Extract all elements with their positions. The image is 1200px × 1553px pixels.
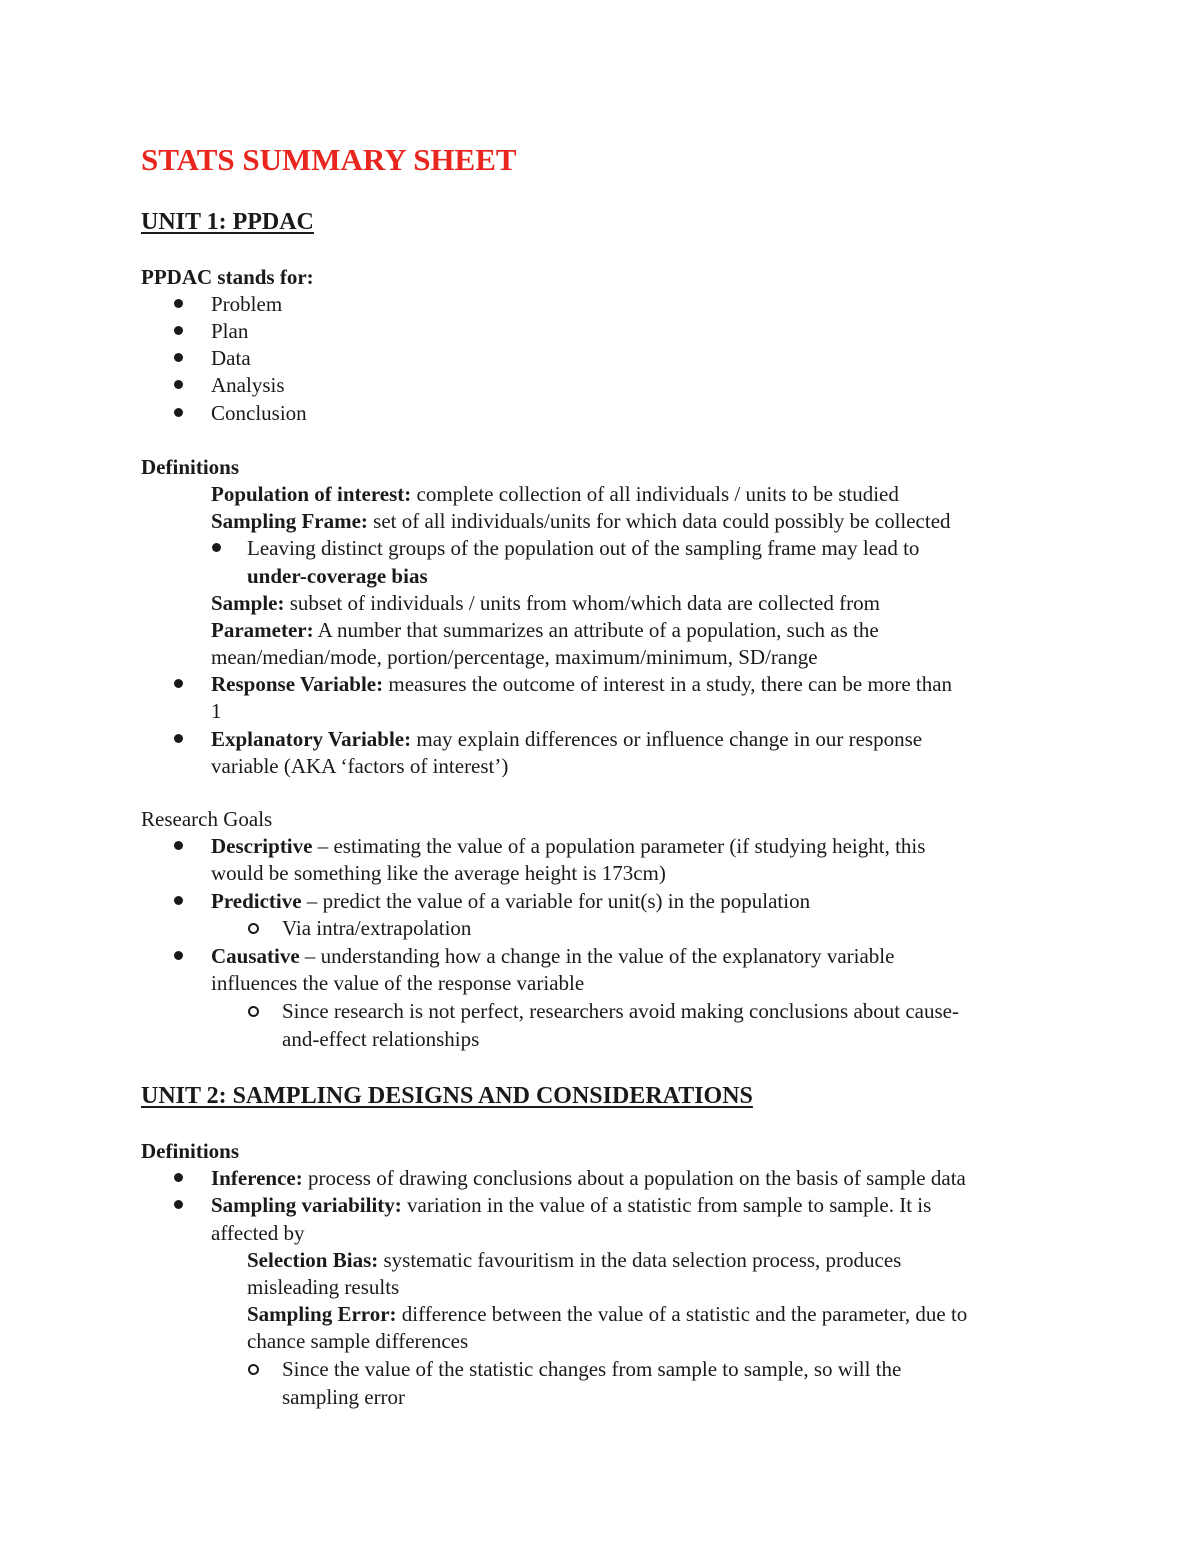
definition-parameter-cont: mean/median/mode, portion/percentage, maximum/minimum, SD/range [211, 645, 818, 669]
ppdac-item-analysis: Analysis [211, 373, 285, 397]
unit2-heading: UNIT 2: SAMPLING DESIGNS AND CONSIDERATIONS [141, 1083, 753, 1109]
goal-descriptive-cont: would be something like the average height is 173cm) [211, 861, 666, 885]
term-text: systematic favouritism in the data selection process, produces [378, 1248, 902, 1272]
ppdac-item-data: Data [211, 346, 251, 370]
goal-causative [211, 943, 894, 970]
ppdac-item-conclusion: Conclusion [211, 401, 307, 425]
definition-parameter [211, 617, 879, 644]
term-text: – estimating the value of a population parameter (if studying height, this [312, 834, 926, 858]
sub-bullet-icon [248, 923, 259, 934]
bullet-icon [212, 543, 221, 552]
term-text: process of drawing conclusions about a population on the basis of sample data [302, 1166, 966, 1190]
document-title: STATS SUMMARY SHEET [141, 142, 517, 177]
sampling-error-sub-1: Since the value of the statistic changes from sample to sample, so will the [282, 1357, 902, 1381]
sampling-error-sub-2: sampling error [282, 1385, 406, 1409]
definition-sampling-variability-cont: affected by [211, 1221, 305, 1245]
term-label: Sampling Error: [247, 1302, 397, 1326]
term-label: Parameter: [211, 618, 314, 642]
definition-sample [211, 590, 880, 617]
definition-sampling-error [247, 1301, 967, 1328]
term-label: Response Variable: [211, 672, 384, 696]
bullet-icon [174, 353, 183, 362]
definition-population [211, 481, 899, 508]
term-label: Sampling variability: [211, 1193, 402, 1217]
term-text: measures the outcome of interest in a study, there can be more than [383, 672, 953, 696]
goal-predictive [211, 888, 810, 915]
definition-sampling-frame [211, 508, 951, 535]
term-label: Predictive [211, 889, 302, 913]
definition-sampling-error-cont: chance sample differences [247, 1329, 469, 1353]
sub-bullet-icon [248, 1364, 259, 1375]
bullet-icon [174, 841, 183, 850]
definition-response-variable [211, 671, 952, 698]
definition-response-cont: 1 [211, 699, 222, 723]
definition-selection-bias [247, 1247, 901, 1274]
bullet-icon [174, 734, 183, 743]
bullet-icon [174, 380, 183, 389]
bullet-icon [174, 896, 183, 905]
frame-note-line-1: Leaving distinct groups of the population out of the sampling frame may lead to [247, 536, 920, 560]
term-label: Selection Bias: [247, 1248, 379, 1272]
goal-causative-sub-1: Since research is not perfect, researchers avoid making conclusions about cause- [282, 999, 959, 1023]
definition-sampling-variability [211, 1192, 931, 1219]
bullet-icon [174, 1173, 183, 1182]
bullet-icon [174, 951, 183, 960]
sub-bullet-icon [248, 1006, 259, 1017]
research-goals-heading: Research Goals [141, 807, 273, 831]
definition-explanatory-variable [211, 726, 922, 753]
term-label: Causative [211, 944, 300, 968]
term-text: variation in the value of a statistic from sample to sample. It is [401, 1193, 932, 1217]
definition-inference [211, 1165, 966, 1192]
goal-predictive-sub: Via intra/extrapolation [282, 916, 472, 940]
term-text: – understanding how a change in the value of the explanatory variable [299, 944, 895, 968]
goal-causative-sub-2: and-effect relationships [282, 1027, 480, 1051]
bullet-icon [174, 1200, 183, 1209]
term-label: Inference: [211, 1166, 303, 1190]
goal-descriptive [211, 833, 925, 860]
frame-note-line-2: under-coverage bias [247, 564, 428, 588]
term-text: A number that summarizes an attribute of a population, such as the [313, 618, 879, 642]
ppdac-item-plan: Plan [211, 319, 249, 343]
ppdac-item-problem: Problem [211, 292, 283, 316]
unit2-definitions-heading: Definitions [141, 1139, 240, 1163]
bullet-icon [174, 408, 183, 417]
term-label: Sample: [211, 591, 285, 615]
term-label: Descriptive [211, 834, 313, 858]
term-text: may explain differences or influence change in our response [411, 727, 923, 751]
unit1-definitions-heading: Definitions [141, 455, 240, 479]
ppdac-stands-for: PPDAC stands for: [141, 265, 314, 289]
bullet-icon [174, 299, 183, 308]
term-text: – predict the value of a variable for unit(s) in the population [301, 889, 811, 913]
definition-selection-bias-cont: misleading results [247, 1275, 400, 1299]
definition-explanatory-cont: variable (AKA ‘factors of interest’) [211, 754, 509, 778]
term-label: Population of interest: [211, 482, 412, 506]
bullet-icon [174, 679, 183, 688]
term-text: complete collection of all individuals / units to be studied [411, 482, 899, 506]
bullet-icon [174, 326, 183, 335]
unit1-heading: UNIT 1: PPDAC [141, 209, 314, 235]
term-label: Sampling Frame: [211, 509, 368, 533]
term-label: Explanatory Variable: [211, 727, 412, 751]
term-text: subset of individuals / units from whom/which data are collected from [284, 591, 880, 615]
term-text: difference between the value of a statistic and the parameter, due to [396, 1302, 968, 1326]
term-text: set of all individuals/units for which data could possibly be collected [367, 509, 951, 533]
goal-causative-cont: influences the value of the response variable [211, 971, 585, 995]
